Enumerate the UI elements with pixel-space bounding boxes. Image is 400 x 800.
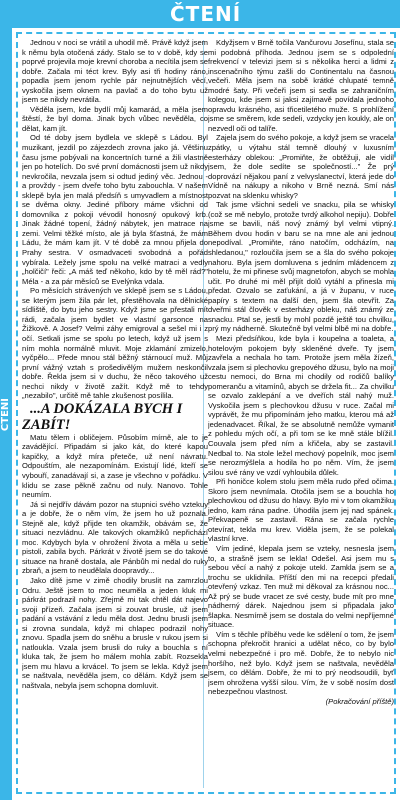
left-column: [22, 38, 208, 790]
section-title: ČTENÍ: [170, 2, 242, 26]
right-column: [208, 38, 394, 790]
continued-note: (Pokračování příště): [325, 696, 394, 706]
paragraph: Při honičce kolem stolu jsem měla rudo před očima. Skoro jsem nevnímala. Otočila jsem se a bouchla ho plechovkou od džusu do hlavy. Bylo mi v tom okamžiku jedno, kam rána padne. Úhodila jsem jej nad spánek. Překvapeně se zastavil. Rána se začala rychle otevírat, tekla mu krev. Viděla jsem, že se polekal vlastní krve.: [208, 477, 394, 544]
paragraph: Zajela jsem do svého pokoje, a když jsem se vracela zpátky, u výtahu stál temně dlouhý v luxusním esterházy oblekou: „Promiňte, že obtěžuji, ale vidíl jsem, že dole sedíte se společností..." Že prý doprovází nějakou paní z velvyslanectví, která jede do Vídně na nákupy a nikoho v Brně nezná. Smí nás pozvat na sklenku whisky?: [208, 133, 394, 200]
side-strip: [0, 28, 12, 800]
paragraph: Jednou v noci se vrátil a uhodil mě. Právě když jsem k němu byla otočená zády. Stalo se to v době, kdy se poprvé projevila moje krevní choroba a necítila jsem se dobře. Začala mi téct krev. Byly asi tři hodiny ráno, popadla jsem jenom rychle pár nejnutnějších věcí, vyskočila jsem oknem na pavlač a do toho bytu už jsem se nikdy nevrátila.: [22, 38, 208, 105]
paragraph: Od té doby jsem bydlela ve sklepě s Ládou. Byl muzikant, jezdil po zájezdech zrovna jako já. Většinu času jsme pobývali na koncertních turné a žili vlastně jen po hotelích. Do své první domácnosti jsem už nikdy nevkročila, nevzala jsem si odtud jediný věc. Jednou - a provždy - jsem dveře toho bytu zabouchla. V našem sklepě byla jen malá předsíň s umyvadlem a místnost se dvěma okny. Jediné příbory máme všichni od domovníka z pokoji vévodil honosný opukový krb. Jinak žádné topení, žádný nábytek, jen matrace na zemi. Velmi těžké místo, ale já byla šťastná, že mám Ládu, že mám kam jít. V té době za mnou přijela do Prahy sestra. V osmadvaceti svobodná a pořád vybírala. Ležely jsme spolu na velké matraci a vedly „holčičí" řeči: „A máš teď někoho, kdo by tě měl rád?" Méla - a za pár měsíců se Evelýnka vdala.: [22, 133, 208, 286]
side-label: ČTENÍ: [0, 398, 11, 432]
paragraph: Vím jediné, klepala jsem se vzteky, nesnesla jsem to, a strašně jsem se lekla! Odešel. Asi jsem mu s sebou věcí a nahý z pokoje utekl. Zamkla jsem se a trochu se uklidnila. Příští den mi na recepci předali otevřený vzkaz. Ten muž mi děkoval za krásnou noc... Až prý se bude vracet ze své cesty, bude mít pro mne nádherný dárek. Najednou jsem si připadala jako šlapka. Nesmírně jsem se dostala do velmi nepříjemné situace.: [208, 543, 394, 630]
subheading: ...A DOKÁZALA BYCH I ZABÍT!: [22, 400, 183, 433]
paragraph: Věděla jsem, kde bydlí můj kamarád, a měla jsem štěstí, že byl doma. Jinak bych vůbec nevěděla, co dělat, kam jít.: [22, 104, 208, 133]
paragraph: Já si nejdřív dávám pozor na stupnici svého vztekuy a je dobře, že o něm vím, že jsem ho už poznala. Stejně ale, když přijde ten okamžik, obávám se, že situaci nezvládnu. Ale takových okamžiků nepřichází moc. Kdybych byla v ohrožení života a měla u sebe pistoli, zabila bych. Párkrát v životě jsem se do takové situace na hraně dostala, ale Pánbůh mi nedal do ruky zbraň, a jsem to neudělala doopravdy...: [22, 499, 208, 576]
paragraph: Mezi předsíňkou, kde byla i koupelna a toaleta, a hotelovým pokojem byly skleněné dveře. Ty jsem zavřela a nechala ho tam. Protože jsem měla žízeň, vzala jsem si plechovku grepového džusu, bylo na moji cestu nemoci, do Brna mi chodily od rodičů balíky pomeranču a vitamínů, abych se držela fit... Za chvilku se ozvalo zaklepání a ve dveřích stál nahý muž. Vyskočila jsem s plechovkou džusu v ruce. Začal mi vyprávět, že mu připomínám jeho matku, kterou má až jedenadvacet. Říkal, že se absolutně nemůže vymanit z pohledu mých očí, a při tom se ke mně stále blížil. Couvala jsem před ním a křičela, aby se zastavil. Nedbal to. Na stole ležel mechový popelník, moc jsem se nerozmýšlela a hodila ho po něm. Vím, že jsem silou své rány ve vzdí vyhloubila důlek.: [208, 333, 394, 477]
paragraph: Tak jsme všichni sedeli ve snacku, pila se whisky (což se mě nebylo, protože tvrdý alkohol nepiju). Dobře jsme se bavili, náš nový známý byl velmi vtipný. Během dvou hodin v baru se na mne ale ani jednou nepodíval. „Promiňte, ráno natočím, odcházím, na shledanou," rozloučila jsem se a šla do svého pokoje nahoru. Byla jsem domluvena s jedním mládencem z hotelu, že mi přinese svůj magnetofon, abych se mohla učit. Po druhé mi měl přijít dolů vytáhl a přinesla mi předat. Ozvalo se zaťukání, a já v županu, v ruce papíry s textem na další den, jsem šla otevřít. Za dveřmi stál člověk v esterházy obleku, náš známý ze snacku. Ptal se, jestli by mohl pozdě ještě tou chvilku, prý my nádherně. Skutečně byl velmi blbě mi na dobře.: [208, 200, 394, 334]
paragraph: Kdyžjsem v Brně točila Vančurovu Josefínu, stala se mi podobná příhoda. Jednou jsem se s odpolední frekvencí v televizi jsem si s několika herci a lidmi z inscenačního týmu zašli do Continentalu na časnou večeři. Měla jsem na sobě krátké chlupaté temně modré šaty. Při večeři jsem si sedla se zahraničním kolegou, kde jsem si jaksi zajímavě povídala jednoho opravdu krásného, asi třicetiletého muže. S prohlížení jsme se směrem, kde sedeli, vzdycky jen koukly, ale on nezvedl oči od talíře.: [208, 38, 394, 133]
paragraph: Jako dítě jsme v zimě chodily bruslit na zamrzlou Odru. Ještě jsem to moc neuměla a jeden kluk mi párkrát podrazil nohy. Zřejmě mi tak chtěl dát najevo svoji přízeň. Začala jsem si zouvat brusle, už jsem padání a vstávání z ledu měla dost. Jednu brusli jsem si zrovna sundala, když mi chlapec podrazil nohy znovu. Spadla jsem do sněhu a brusle v rukou jsem si natloukla. Vzala jsem brusli do ruky a bouchla s ní kluka tak, že jsem ho málem mohla zabít. Rozsekla jsem mu hlavu a krvácel. To jsem se lekla. Když jsem se naštvala, nevěděla jsem, co dělám. Když jsem se naštvala, nebyla jsem schopna domluvit.: [22, 575, 208, 690]
section-header: [0, 0, 400, 28]
paragraph: Po měsících strávených ve sklepě jsem se s Ládou, se kterým jsem žila pár let, přestěhovala na dělnické sídliště, do bytu jeho sestry. Když jsme se přestali mít rádi, začala jsem bydlet ve vlastní garsonce na Žižkově. A Josef? Velmi záhy emigroval a sešel mi i z očí. Setkali jsme se spolu po letech, když už jsem s ním mohla normálně mluvit. Moje zklamání zmizelo, vyčpělo... Přede mnou stál běžný stárnoucí muž. Můj první vážný vztah s prošedivělým mužem neskončil dobře. Řekla jsem si v duchu, že něco takového už nechci nikdy v životě zažít. Když mě to tehdy „nezabilo", určitě mě tahle zkušenost posílila.: [22, 286, 208, 401]
paragraph: Matu tělem i obličejem. Působím mírně, ale to je zavádějící. Připadám si jako kát, do které kapou kapičky, a když míra přeteče, už není návratu. Odpouštím, ale nezapomínám. Existují lidé, kteří se vybouří, zanadávají si, a zase je všechno v pořádku. V klidu se zase pěkně začnu od nuly. Nanovo. Tohle neumím.: [22, 432, 208, 500]
paragraph: Vím s těchle příběhu vede ke sdělení o tom, že jsem schopna překročit hranici a udělat něco, co by bylo velmi nebezpečné i pro mě. Dobře, že to nebylo nic horšího, než bylo. Když jsem se naštvala, nevěděla jsem, co dělám. Dobře, že mi to prý neodsoudili, byť jsem ohrožena vyšší silou. Vím, že v sobě nosím dost nebezpečnou vlastnost.: [208, 629, 394, 697]
